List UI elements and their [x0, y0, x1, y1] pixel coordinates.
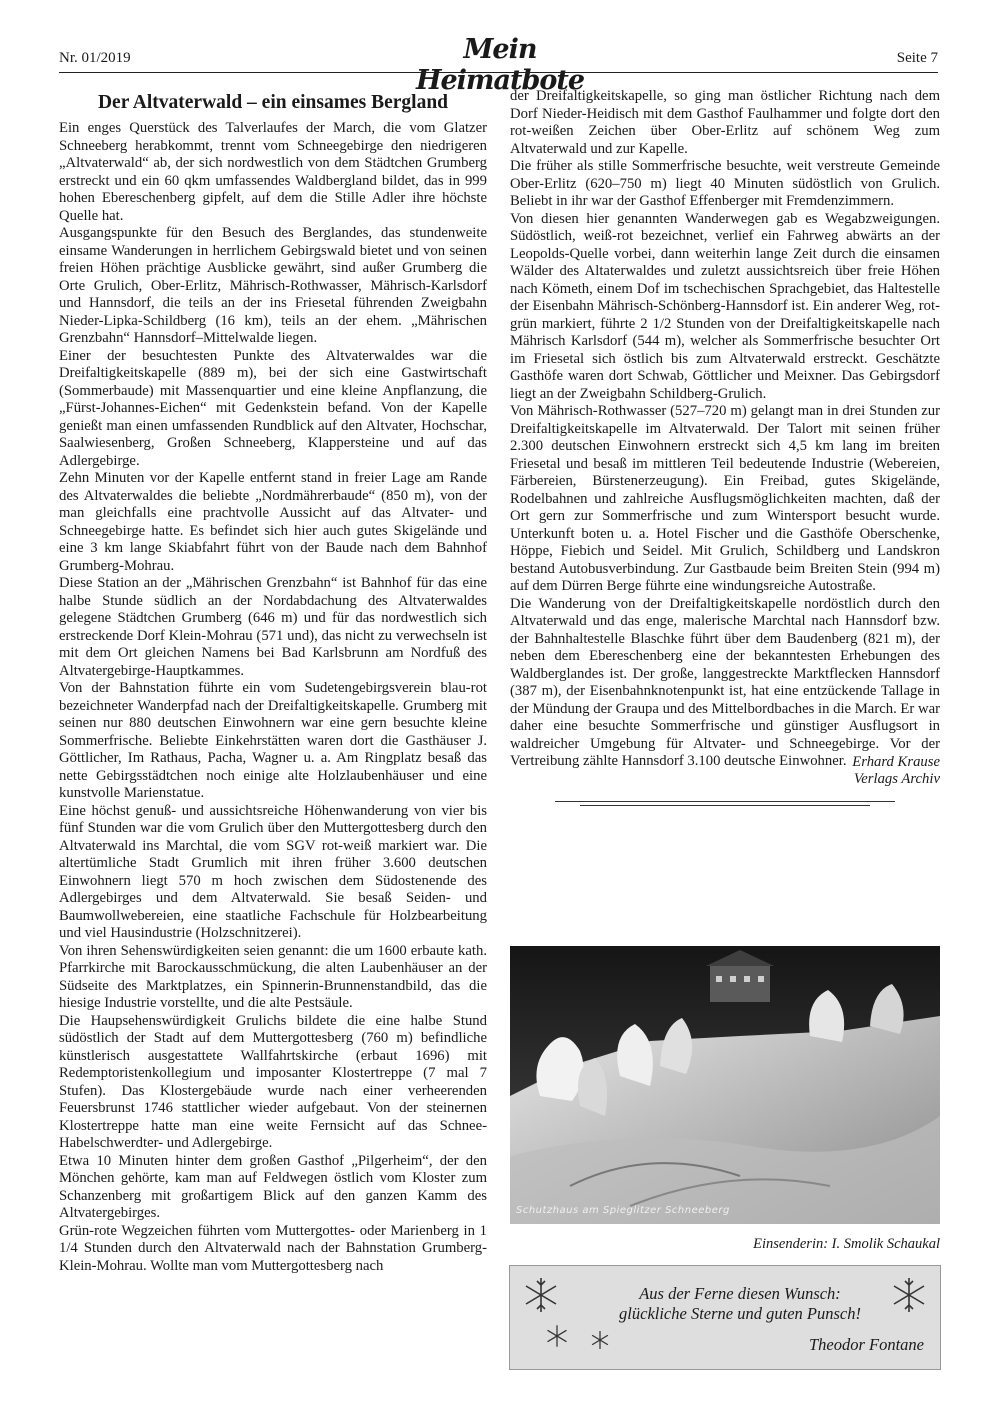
quote-line: glückliche Sterne und guten Punsch! [619, 1304, 861, 1323]
paragraph: Ein enges Querstück des Talverlaufes der March, die vom Glatzer Schneeberg herabkommt, trennt vom Schneegebirge den niedrigeren „Altvaterwald“ ab, der sich nordwestlich von dem Städtchen Grumberg erstreckt und ein 60 qkm umfassendes Waldbergland bildet, das in 999 hohen Ebereschenberg gipfelt, auf dem die Stille Adler ihre höchste Quelle hat. [59, 120, 487, 224]
quote-line: Aus der Ferne diesen Wunsch: [639, 1284, 841, 1303]
right-column [510, 88, 940, 806]
snowflake-icon [545, 1324, 569, 1348]
end-rule [580, 805, 870, 806]
paragraph: Von der Bahnstation führte ein vom Sudetengebirgsverein blau-rot bezeichneter Wanderpfad nach der Dreifaltigkeitskapelle. Grumberg mit seinen nur 880 deutschen Einwohnern war eine gern besuchte kleine Sommerfrische. Beliebte Einkehrstätten waren dort die Gasthäuser J. Göttlicher, Im Rathaus, Pacha, Wagner u. a. Am Ringplatz besaß das nette Gebirgsstädtchen noch einige alte Holzlaubenhäuser und eine kunstvolle Marienstatue. [59, 680, 487, 801]
paragraph: Von Mährisch-Rothwasser (527–720 m) gelangt man in drei Stunden zur Dreifaltigkeitskapelle im Altvaterwald. Der Talort mit seinen früher 2.300 deutschen Einwohnern erstreckt sich 4,5 km lang im breiten Friesetal und besaß im mittleren Teil bedeutende Industrie (Webereien, Färbereien, Bürstenerzeugung). Ein Freibad, gutes Skigelände, Rodelbahnen und zahlreiche Ausflugsmöglichkeiten machten, daß der Ort gern zur Sommerfrische und zum Wintersport besucht wurde. Unterkunft boten u. a. Hotel Fischer und die Gasthöfe Oberschenke, Höppe, Fiebich und Seidel. Mit Grulich, Schildberg und Landskron bestand Autobusverbindung. Zur Gastbaude beim Breiten Stein (994 m) auf dem Dürren Berge führte eine windungsreiche Autostraße. [510, 403, 940, 594]
paragraph: Grün-rote Wegzeichen führten vom Muttergottes- oder Marienberg in 1 1/4 Stunden durch den Altvaterwald nach der Bahnstation Grumberg-Klein-Mohrau. Wollte man vom Muttergottesberg nach [59, 1222, 487, 1274]
quote-text [570, 1284, 910, 1324]
photo-credit: Einsenderin: I. Smolik Schaukal [753, 1236, 940, 1252]
newspaper-logo: Mein Heimatbote [415, 34, 585, 96]
paragraph: Die früher als stille Sommerfrische besuchte, weit verstreute Gemeinde Ober-Erlitz (620–750 m) liegt 40 Minuten südöstlich von Grulich. Beliebt in ihr war der Gasthof Effenberger mit Fremdenzimmern. [510, 158, 940, 209]
paragraph: Von diesen hier genannten Wanderwegen gab es Wegabzweigungen. Südöstlich, weiß-rot bezeichnet, verlief ein Fahrweg abwärts an der Leopolds-Quelle vorbei, dann weiterhin lange Zeit durch die einsamen Wälder des Altaterwaldes und zuletzt aussichtsreich über freie Höhen nach Kömeth, einem Dof im tschechischen Sprachgebiet, das Haltestelle der Eisenbahn Mährisch-Schönberg-Hannsdorf ist. Ein anderer Weg, rot-grün markiert, führte 2 1/2 Stunden von der Dreifaltigkeitskapelle nach Mährisch Karlsdorf (544 m), welcher als Sommerfrische besuchter Ort im Friesetal sich östlich bis zum Altvaterwald erstreckt. Geschätzte Gasthöfe waren dort Schwab, Göttlicher und Meixner. Das Gebirgsdorf liegt an der Zweigbahn Schildberg-Grulich. [510, 210, 940, 402]
paragraph: Zehn Minuten vor der Kapelle entfernt stand in freier Lage am Rande des Altvaterwaldes die beliebte „Nordmährerbaude“ (850 m), von der man gleichfalls eine prachtvolle Aussicht auf das Altvater- und Schneegebirge hatte. Es befindet sich hier auch gutes Skigelände und eine 3 km lange Skiabfahrt führt von der Baude nach dem Bahnhof Grumberg-Mohrau. [59, 470, 487, 574]
photo-caption: Schutzhaus am Spieglitzer Schneeberg [516, 1205, 730, 1216]
snow-landscape-image [510, 946, 940, 1224]
snowflake-icon [522, 1276, 560, 1314]
paragraph: Eine höchst genuß- und aussichtsreiche Höhenwanderung von vier bis fünf Stunden war die vom Grulich über den Muttergottesberg durch den Altvaterwald ins Marchtal, die vom SGV rot-weiß markiert war. Die altertümliche Stadt Grumlich mit ihren früher 3.600 deutschen Einwohnern liegt 570 m hoch zwischen dem Südostenende des Adlergebirges und dem Altvaterwald. Sie besaß Seiden- und Baumwollwebereien, eine staatliche Fachschule für Holzbearbeitung und viel Hausindustrie (Holzschnitzerei). [59, 802, 487, 941]
quote-author: Theodor Fontane [808, 1335, 924, 1354]
issue-number: Nr. 01/2019 [59, 50, 131, 66]
paragraph: Von ihren Sehenswürdigkeiten seien genannt: die um 1600 erbaute kath. Pfarrkirche mit Barockausschmückung, die alten Laubenhäuser an der Südseite des Marktplatzes, ein Spinnerin-Brunnenstandbild, das die hiesige Industrie vorstellte, und die alte Pestsäule. [59, 942, 487, 1011]
article-title: Der Altvaterwald – ein einsames Bergland [97, 92, 449, 113]
article-source: Verlags Archiv [853, 771, 940, 787]
paragraph: Ausgangspunkte für den Besuch des Berglandes, das stundenweite einsame Wanderungen in herrlichem Gebirgswald bietet und von seinen freien Höhen prächtige Ausblicke gewährt, sind außer Grumberg die Orte Grulich, Ober-Erlitz, Mährisch-Rothwasser, Mährisch-Karlsdorf und Hannsdorf, die teils an der ins Friesetal führenden Zweigbahn Nieder-Lipka-Schildberg (16 km), teils an der ehem. „Mährischen Grenzbahn“ Hannsdorf–Mittelwalde liegen. [59, 225, 487, 346]
paragraph: Diese Station an der „Mährischen Grenzbahn“ ist Bahnhof für das eine halbe Stunde südlich an der Nordabdachung des Altvaterwaldes gelegene Städtchen Grumberg (646 m) und für das nordwestlich sich erstreckende Dorf Klein-Mohrau (571 und), das nicht zu verwechseln ist mit dem Ort gleichen Namens bei Bad Karlsbrunn am Nordfuß des Altvatergebirge-Hauptkammes. [59, 575, 487, 679]
left-column [59, 88, 487, 1275]
end-rule [555, 801, 895, 802]
header-rule [59, 72, 938, 73]
winter-photo [510, 946, 940, 1224]
article-author: Erhard Krause [852, 753, 940, 770]
paragraph: der Dreifaltigkeitskapelle, so ging man östlicher Richtung nach dem Dorf Nieder-Heidisch mit dem Gasthof Faulhammer und folgte dort den rot-weißen Zeichen über Ober-Erlitz auf schönem Weg zum Altvaterwald und zur Kapelle. [510, 88, 940, 157]
snowflake-icon [590, 1330, 610, 1350]
paragraph: Einer der besuchtesten Punkte des Altvaterwaldes war die Dreifaltigkeitskapelle (889 m), bei der sich eine Gastwirtschaft (Sommerbaude) mit Massenquartier und eine kleine Anpflanzung, die „Fürst-Johannes-Eichen“ mit Gedenkstein befand. Von der Kapelle genießt man einen umfassenden Rundblick auf den Altvater, Hochschar, Saalwiesenberg, Großen Schneeberg, Klappersteine und auf das Adlergebirge. [59, 347, 487, 469]
page-number: Seite 7 [896, 50, 938, 66]
paragraph: Die Haupsehenswürdigkeit Grulichs bildete die eine halbe Stund südöstlich der Stadt auf dem Muttergottesberg (760 m) befindliche künstlerisch ausgestattete Wallfahrtskirche (erbaut 1696) mit Redemptoristenkollegium und imposanter Klostertreppe (7 mal 7 Stufen). Das Klostergebäude wurde nach einer verheerenden Feuersbrunst 1746 stattlicher wieder aufgebaut. Von der steinernen Klostertreppe hatte man eine weite Fernsicht auf das Schnee-Habelschwerdter- und Adlergebirge. [59, 1012, 487, 1151]
paragraph: Etwa 10 Minuten hinter dem großen Gasthof „Pilgerheim“, der den Mönchen gehörte, kam man auf Feldwegen östlich vom Kloster zum Schanzenberg mit großartigem Blick auf den ganzen Kamm des Altvatergebirges. [59, 1152, 487, 1221]
quote-box [509, 1265, 941, 1370]
paragraph: Die Wanderung von der Dreifaltigkeitskapelle nordöstlich durch den Altvaterwald und das enge, malerische Marchtal nach Hannsdorf bzw. der Bahnhaltestelle Blaschke führt über dem Baudenberg (821 m), der neben dem Ebereschenberg eine der bekanntesten Erhebungen des Waldberglandes ist. Der große, langgestreckte Marktflecken Hannsdorf (387 m), der Eisenbahnknotenpunkt ist, hat eine entzückende Tallage in der Mündung der Graupa und des Mittelbordbaches in die March. Er war daher eine besuchte Sommerfrische und günstiger Ausflugsort in waldreicher Umgebung für Altvater- und Schneegebirge. Vor der Vertreibung zählte Hannsdorf 3.100 deutsche Einwohner. [510, 595, 940, 769]
